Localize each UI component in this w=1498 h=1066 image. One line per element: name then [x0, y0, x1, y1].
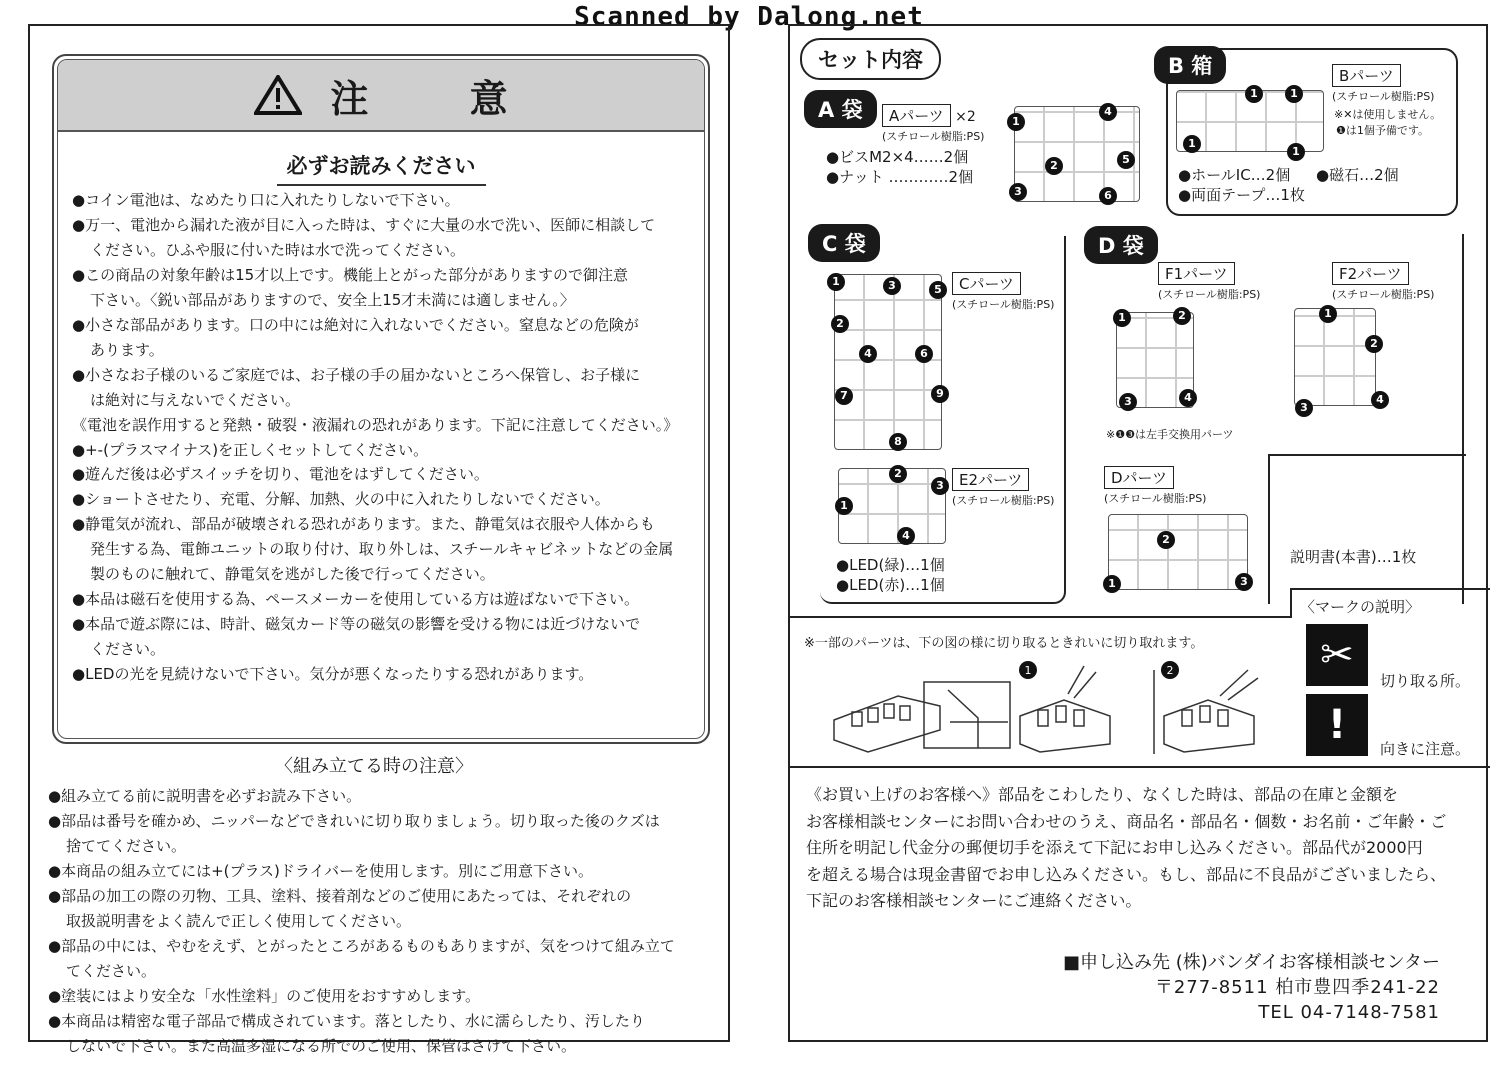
e2-part-name: E2パーツ: [952, 468, 1029, 491]
text-line: あります。: [90, 340, 164, 359]
part-number-1: 1: [1287, 143, 1305, 161]
part-number-4: 4: [859, 345, 877, 363]
text-line: しないで下さい。また高温多湿になる所でのご使用、保管はさけて下さい。: [66, 1036, 577, 1055]
part-number-8: 8: [889, 433, 907, 451]
purchase-line: を超える場合は現金書留でお申し込みください。もし、部品に不良品がございましたら、: [806, 864, 1447, 884]
right-page: [788, 24, 1488, 1042]
f2-part-name: F2パーツ: [1332, 262, 1409, 285]
d-note: ※❶❸は左手交換用パーツ: [1106, 428, 1234, 441]
c-part-label: [952, 272, 1054, 312]
text-line: 捨ててください。: [66, 836, 187, 855]
part-number-2: 2: [1157, 531, 1175, 549]
part-number-3: 3: [1295, 399, 1313, 417]
tab-d-bag: D 袋: [1084, 226, 1158, 264]
scissors-icon: ✂: [1306, 624, 1368, 686]
f2-part-material: (スチロール樹脂:PS): [1332, 288, 1435, 301]
b-note-1: ※✕は使用しません。: [1334, 108, 1442, 121]
text-line: 発生する為、電飾ユニットの取り付け、取り外しは、スチールキャビネットなどの金属: [90, 540, 674, 559]
mark-cut-label: 切り取る所。: [1380, 672, 1471, 690]
tab-a-bag: A 袋: [804, 90, 877, 128]
part-number-1: 1: [1245, 85, 1263, 103]
d-divider: [1270, 454, 1466, 456]
set-contents-heading: セット内容: [800, 38, 941, 80]
left-page: [28, 24, 730, 1055]
purchase-line: 下記のお客様相談センターにご連絡ください。: [806, 891, 1142, 910]
part-number-5: 5: [1117, 151, 1135, 169]
b-item-2: ●磁石…2個: [1316, 166, 1399, 184]
part-number-2: 2: [1045, 157, 1063, 175]
text-line: ●LEDの光を見続けないで下さい。気分が悪くなったりする恐れがあります。: [72, 665, 594, 684]
purchase-line: お客様相談センターにお問い合わせのうえ、商品名・部品名・個数・お名前・ご年齢・ご: [806, 811, 1447, 831]
e2-part-sprue: [838, 468, 946, 544]
f2-part-label: [1332, 262, 1434, 302]
b-item-1: ●ホールIC…2個: [1178, 166, 1291, 184]
section-divider-v: [1290, 588, 1292, 618]
part-number-3: 3: [1009, 183, 1027, 201]
part-number-9: 9: [931, 385, 949, 403]
purchase-line: 《お買い上げのお客様へ》部品をこわしたり、なくした時は、部品の在庫と金額を: [806, 785, 1399, 804]
watermark: Scanned by Dalong.net: [574, 2, 924, 32]
text-line: ●万一、電池から漏れた液が目に入った時は、すぐに大量の水で洗い、医師に相談して: [72, 215, 656, 234]
part-number-1: 1: [1113, 309, 1131, 327]
assembly-title: 〈組み立てる時の注意〉: [275, 756, 473, 777]
d-divider-v: [1268, 454, 1270, 604]
part-number-1: 1: [827, 273, 845, 291]
part-number-2: 2: [889, 465, 907, 483]
c-part-name: Cパーツ: [952, 272, 1021, 295]
apply-address: 〒277-8511 柏市豊四季241-22: [1154, 977, 1440, 998]
a-item-2: ●ナット …………2個: [826, 168, 974, 186]
d-part-material: (スチロール樹脂:PS): [1104, 492, 1207, 505]
part-number-1: 1: [835, 497, 853, 515]
text-line: ●+-(プラスマイナス)を正しくセットしてください。: [72, 440, 429, 459]
a-part-material: (スチロール樹脂:PS): [882, 130, 985, 143]
part-number-1: 1: [1007, 113, 1025, 131]
d-part-name: Dパーツ: [1104, 466, 1174, 489]
e2-part-label: [952, 468, 1054, 508]
tab-c-bag: C 袋: [808, 224, 880, 262]
part-number-6: 6: [1099, 187, 1117, 205]
text-line: ください。ひふや服に付いた時は水で洗ってください。: [90, 240, 466, 259]
part-number-7: 7: [835, 387, 853, 405]
text-line: 《電池を誤作用すると発熱・破裂・液漏れの恐れがあります。下記に注意してください。》: [72, 415, 679, 434]
mark-title: 〈マークの説明〉: [1300, 598, 1421, 616]
a-part-label: [882, 104, 984, 144]
d-part-label: [1104, 466, 1206, 506]
tab-b-box: B 箱: [1154, 46, 1226, 84]
c-part-sprue: [834, 274, 942, 450]
part-number-3: 3: [931, 477, 949, 495]
mark-direction-label: 向きに注意。: [1380, 740, 1471, 758]
caution-header: [58, 60, 704, 132]
text-line: ●静電気が流れ、部品が破壊される恐れがあります。また、静電気は衣服や人体からも: [72, 515, 655, 534]
text-line: ●本品で遊ぶ際には、時計、磁気カード等の磁気の影響を受ける物には近づけないで: [72, 615, 641, 634]
text-line: ●本商品は精密な電子部品で構成されています。落としたり、水に濡らしたり、汚したり: [48, 1011, 645, 1030]
purchase-info: [806, 782, 1476, 915]
text-line: 取扱説明書をよく読んで正しく使用してください。: [66, 911, 412, 930]
e2-part-material: (スチロール樹脂:PS): [952, 494, 1055, 507]
b-part-label: [1332, 64, 1434, 104]
f1-part-sprue: [1116, 309, 1194, 408]
b-note-2: ❶は1個予備です。: [1336, 124, 1429, 137]
c-item-1: ●LED(緑)…1個: [836, 556, 945, 574]
svg-text:1: 1: [1024, 664, 1032, 677]
section-divider: [1290, 588, 1490, 590]
cut-note: ※一部のパーツは、下の図の様に切り取るときれいに切り取れます。: [804, 636, 1204, 651]
svg-text:2: 2: [1166, 664, 1174, 677]
part-number-1: 1: [1285, 85, 1303, 103]
part-number-3: 3: [1119, 393, 1137, 411]
part-number-4: 4: [1099, 103, 1117, 121]
part-number-4: 4: [1371, 391, 1389, 409]
caution-lines: [72, 188, 694, 687]
part-number-6: 6: [915, 345, 933, 363]
must-read-subtitle: 必ずお読みください: [277, 150, 486, 186]
assembly-lines: [48, 784, 718, 1058]
d-part-sprue: [1108, 514, 1248, 590]
c-part-material: (スチロール樹脂:PS): [952, 298, 1055, 311]
text-line: 製のものに触れて、静電気を逃がした後で行ってください。: [90, 565, 495, 584]
text-line: 下さい。〈鋭い部品がありますので、安全上15才未満には適しません。〉: [90, 290, 575, 309]
section-divider: [790, 616, 1290, 618]
part-number-2: 2: [831, 315, 849, 333]
f1-part-label: [1158, 262, 1260, 302]
text-line: は絶対に与えないでください。: [90, 390, 301, 409]
cut-illustration: [828, 660, 1280, 756]
text-line: ●組み立てる前に説明書を必ずお読み下さい。: [48, 787, 362, 805]
a-item-1: ●ビスM2×4……2個: [826, 148, 969, 166]
manual-item: 説明書(本書)…1枚: [1290, 548, 1417, 566]
part-number-1: 1: [1183, 135, 1201, 153]
assembly-section: [48, 752, 718, 1058]
f1-part-name: F1パーツ: [1158, 262, 1235, 285]
apply-tel: TEL 04-7148-7581: [1258, 1002, 1440, 1023]
part-number-3: 3: [883, 277, 901, 295]
c-item-2: ●LED(赤)…1個: [836, 576, 945, 594]
part-number-2: 2: [1173, 307, 1191, 325]
section-divider: [790, 766, 1490, 768]
part-number-5: 5: [929, 281, 947, 299]
text-line: ●この商品の対象年齢は15才以上です。機能上とがった部分がありますので御注意: [72, 265, 628, 284]
text-line: ●部品の中には、やむをえず、とがったところがあるものもありますが、気をつけて組み立て: [48, 936, 675, 955]
warning-icon: [254, 75, 302, 115]
part-number-2: 2: [1365, 335, 1383, 353]
b-item-3: ●両面テープ…1枚: [1178, 186, 1305, 204]
part-number-4: 4: [897, 527, 915, 545]
b-part-sprue: [1176, 87, 1324, 158]
text-line: ●部品は番号を確かめ、ニッパーなどできれいに切り取りましょう。切り取った後のクズは: [48, 811, 660, 830]
part-number-4: 4: [1179, 389, 1197, 407]
apply-to: ■申し込み先 (株)バンダイお客様相談センター: [1063, 952, 1440, 973]
text-line: ●遊んだ後は必ずスイッチを切り、電池をはずしてください。: [72, 465, 489, 484]
text-line: ●部品の加工の際の刃物、工具、塗料、接着剤などのご使用にあたっては、それぞれの: [48, 886, 632, 905]
text-line: ●ショートさせたり、充電、分解、加熱、火の中に入れたりしないでください。: [72, 490, 610, 509]
caution-box: [52, 54, 710, 744]
part-number-1: 1: [1319, 305, 1337, 323]
text-line: ●小さな部品があります。口の中には絶対に入れないでください。窒息などの危険が: [72, 315, 639, 334]
exclamation-icon: !: [1306, 694, 1368, 756]
f1-part-material: (スチロール樹脂:PS): [1158, 288, 1261, 301]
a-part-qty: ×2: [955, 109, 976, 125]
b-part-name: Bパーツ: [1332, 64, 1401, 87]
apply-block: [1063, 950, 1440, 1025]
text-line: ください。: [90, 640, 166, 659]
purchase-line: 住所を明記し代金分の郵便切手を添えて下記にお申し込みください。部品代が2000円: [806, 838, 1423, 857]
part-number-3: 3: [1235, 573, 1253, 591]
text-line: ●本品は磁石を使用する為、ペースメーカーを使用している方は遊ばないで下さい。: [72, 590, 640, 609]
text-line: ●塗装にはより安全な「水性塗料」のご使用をおすすめします。: [48, 986, 481, 1005]
a-part-sprue: [1014, 106, 1140, 202]
b-part-material: (スチロール樹脂:PS): [1332, 90, 1435, 103]
part-number-1: 1: [1103, 575, 1121, 593]
text-line: ●コイン電池は、なめたり口に入れたりしないで下さい。: [72, 191, 460, 209]
a-part-name: Aパーツ: [882, 104, 951, 127]
text-line: てください。: [66, 961, 157, 980]
f2-part-sprue: [1294, 307, 1384, 414]
caution-title: 注 意: [330, 76, 552, 121]
text-line: ●小さなお子様のいるご家庭では、お子様の手の届かないところへ保管し、お子様に: [72, 365, 641, 384]
text-line: ●本商品の組み立てには+(プラス)ドライバーを使用します。別にご用意下さい。: [48, 861, 593, 880]
